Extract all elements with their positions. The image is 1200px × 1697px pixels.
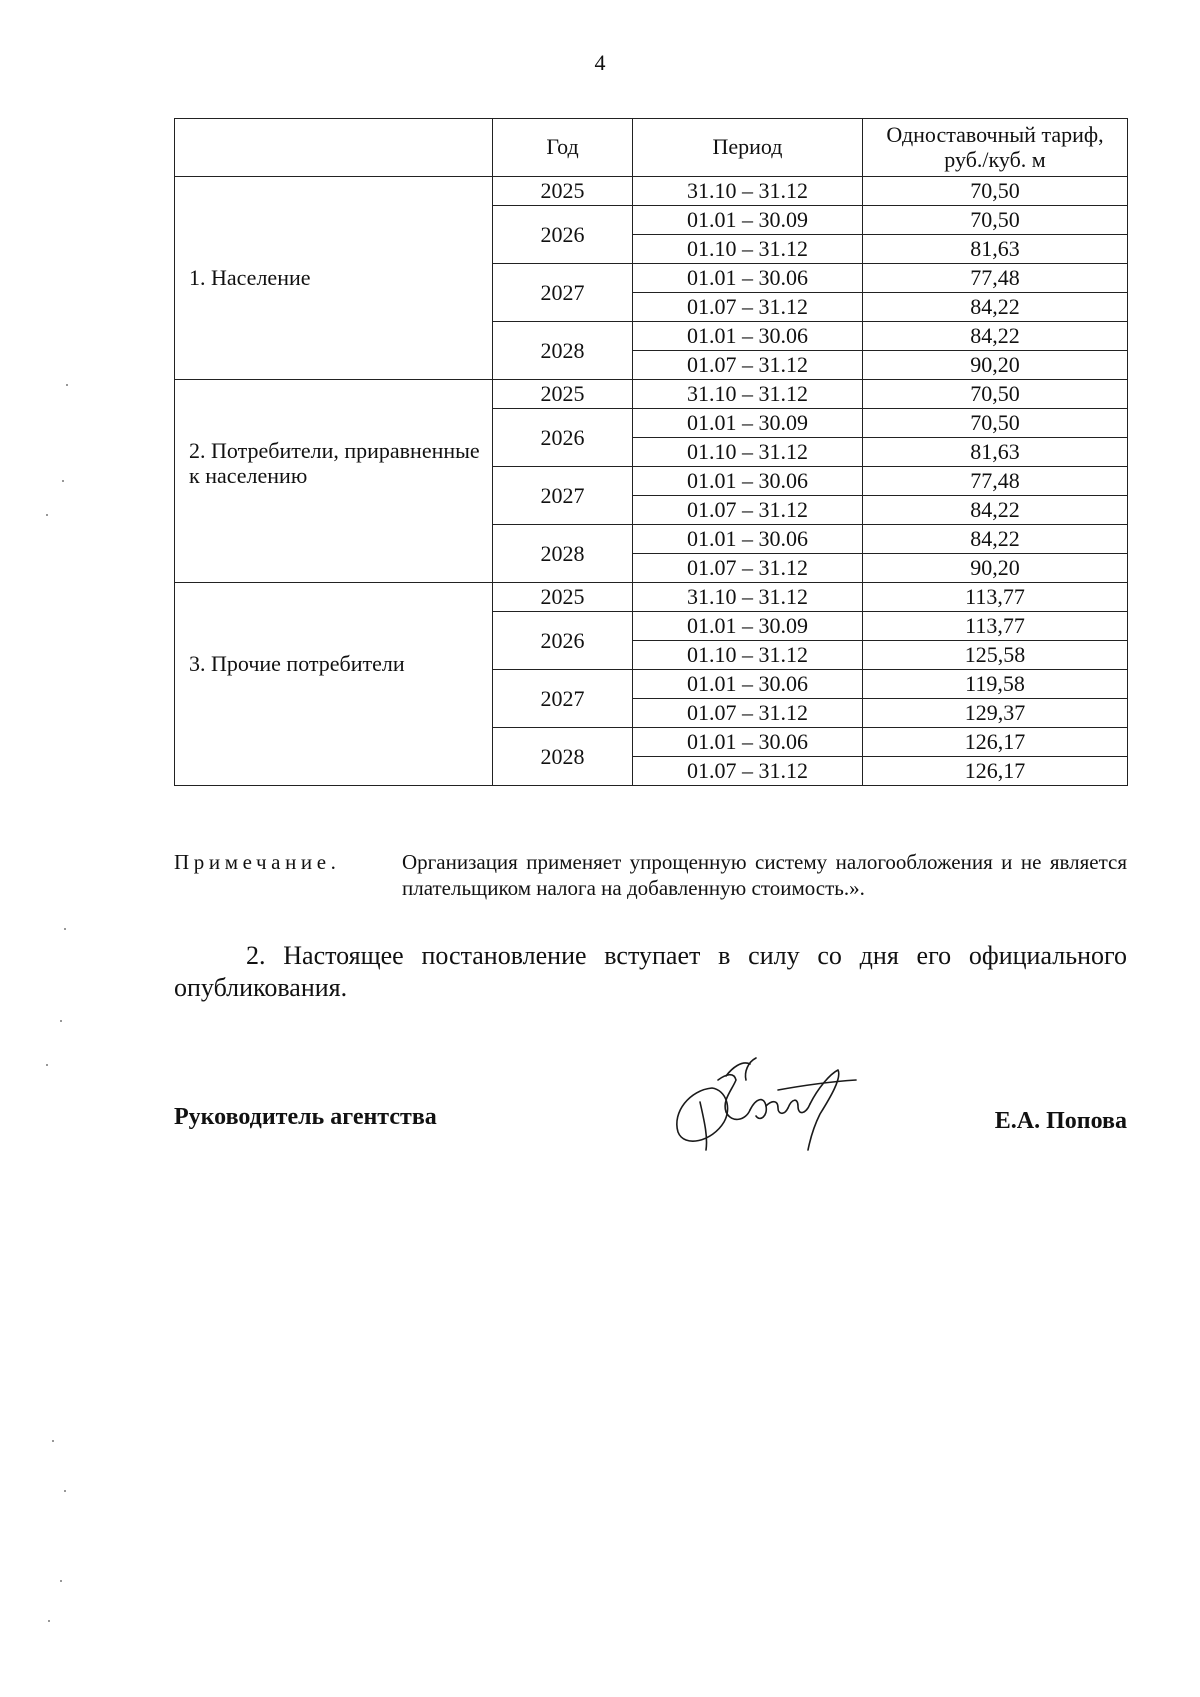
period-cell: 01.07 – 31.12 <box>633 496 863 525</box>
year-cell: 2027 <box>493 467 633 525</box>
tariff-cell: 81,63 <box>863 235 1128 264</box>
period-cell: 01.01 – 30.06 <box>633 264 863 293</box>
header-group <box>175 119 493 177</box>
period-cell: 01.01 – 30.09 <box>633 612 863 641</box>
scan-speck <box>52 1440 54 1442</box>
tariff-cell: 90,20 <box>863 351 1128 380</box>
scan-speck <box>60 1020 62 1022</box>
year-cell: 2025 <box>493 380 633 409</box>
table-header-row <box>175 119 1128 177</box>
table-row <box>175 380 1128 409</box>
tariff-cell: 119,58 <box>863 670 1128 699</box>
tariff-cell: 84,22 <box>863 322 1128 351</box>
scan-speck <box>46 514 48 516</box>
tariff-cell: 126,17 <box>863 728 1128 757</box>
tariff-cell: 84,22 <box>863 293 1128 322</box>
year-cell: 2026 <box>493 409 633 467</box>
period-cell: 31.10 – 31.12 <box>633 177 863 206</box>
period-cell: 01.07 – 31.12 <box>633 351 863 380</box>
year-cell: 2028 <box>493 728 633 786</box>
period-cell: 01.10 – 31.12 <box>633 235 863 264</box>
page-number: 4 <box>594 50 606 75</box>
tariff-cell: 77,48 <box>863 264 1128 293</box>
tariff-cell: 129,37 <box>863 699 1128 728</box>
table-row <box>175 583 1128 612</box>
note-label: Примечание. <box>174 850 341 874</box>
period-cell: 01.01 – 30.06 <box>633 728 863 757</box>
scan-speck <box>66 384 68 386</box>
period-cell: 01.07 – 31.12 <box>633 293 863 322</box>
scan-speck <box>46 1064 48 1066</box>
period-cell: 01.07 – 31.12 <box>633 699 863 728</box>
tariff-cell: 81,63 <box>863 438 1128 467</box>
effective-date-paragraph: 2. Настоящее постановление вступает в силу со дня его официального опубликования. <box>174 941 1127 1002</box>
scan-speck <box>64 1490 66 1492</box>
scan-speck <box>48 1620 50 1622</box>
period-cell: 01.01 – 30.09 <box>633 409 863 438</box>
tariff-cell: 84,22 <box>863 496 1128 525</box>
tariff-cell: 125,58 <box>863 641 1128 670</box>
period-cell: 01.10 – 31.12 <box>633 641 863 670</box>
tariff-cell: 126,17 <box>863 757 1128 786</box>
tariff-cell: 84,22 <box>863 525 1128 554</box>
header-period: Период <box>633 119 863 177</box>
signer-name: Е.А. Попова <box>994 1108 1127 1134</box>
tariff-cell: 70,50 <box>863 380 1128 409</box>
period-cell: 01.01 – 30.06 <box>633 322 863 351</box>
period-cell: 01.07 – 31.12 <box>633 757 863 786</box>
period-cell: 31.10 – 31.12 <box>633 380 863 409</box>
year-cell: 2028 <box>493 322 633 380</box>
table-row <box>175 177 1128 206</box>
tariff-cell: 113,77 <box>863 583 1128 612</box>
year-cell: 2025 <box>493 583 633 612</box>
tariff-cell: 113,77 <box>863 612 1128 641</box>
period-cell: 01.07 – 31.12 <box>633 554 863 583</box>
header-year: Год <box>493 119 633 177</box>
tariff-cell: 70,50 <box>863 177 1128 206</box>
year-cell: 2028 <box>493 525 633 583</box>
year-cell: 2026 <box>493 206 633 264</box>
scan-speck <box>60 1580 62 1582</box>
period-cell: 01.01 – 30.06 <box>633 525 863 554</box>
signer-title: Руководитель агентства <box>174 1104 437 1130</box>
scan-speck <box>62 480 64 482</box>
year-cell: 2027 <box>493 670 633 728</box>
header-tariff: Одноставочный тариф, руб./куб. м <box>863 119 1128 177</box>
consumer-group-cell: 3. Прочие потребители <box>175 583 493 786</box>
consumer-group-cell: 2. Потребители, приравненные к населению <box>175 380 493 583</box>
tariff-cell: 70,50 <box>863 206 1128 235</box>
tariff-cell: 90,20 <box>863 554 1128 583</box>
scan-speck <box>64 928 66 930</box>
period-cell: 01.01 – 30.06 <box>633 467 863 496</box>
tariff-cell: 70,50 <box>863 409 1128 438</box>
period-cell: 01.10 – 31.12 <box>633 438 863 467</box>
year-cell: 2027 <box>493 264 633 322</box>
tariff-cell: 77,48 <box>863 467 1128 496</box>
year-cell: 2025 <box>493 177 633 206</box>
consumer-group-cell: 1. Население <box>175 177 493 380</box>
signature-image <box>660 1050 870 1155</box>
table-body <box>175 177 1128 786</box>
year-cell: 2026 <box>493 612 633 670</box>
note-text: Организация применяет упрощенную систему налогообложения и не является плательщиком налога на добавленную стоимость.». <box>402 850 1127 901</box>
period-cell: 01.01 – 30.09 <box>633 206 863 235</box>
tariff-table <box>174 118 1128 786</box>
period-cell: 01.01 – 30.06 <box>633 670 863 699</box>
period-cell: 31.10 – 31.12 <box>633 583 863 612</box>
